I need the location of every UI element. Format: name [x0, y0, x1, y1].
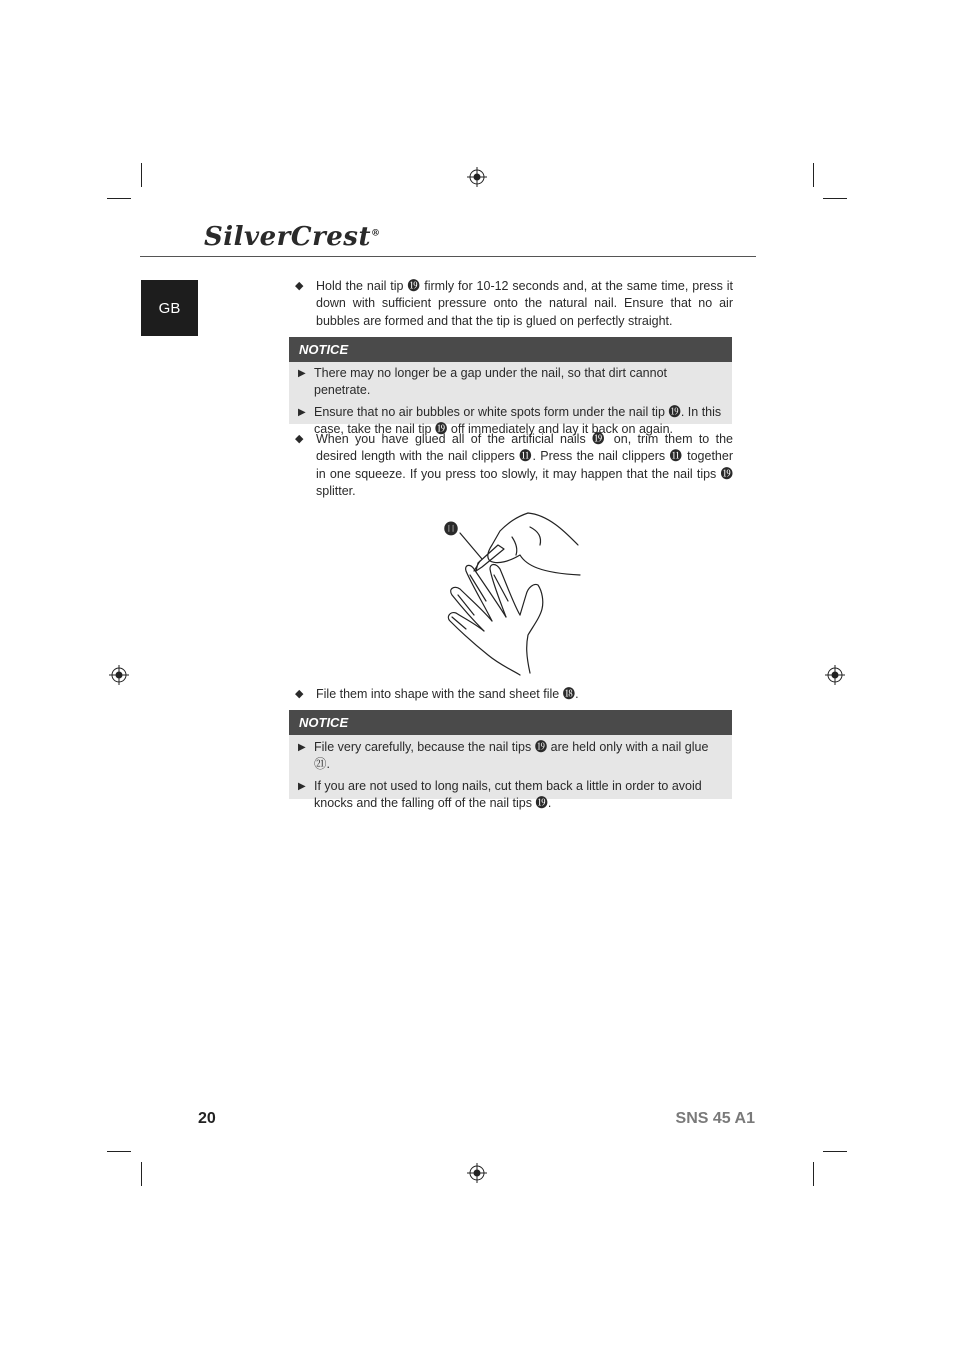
crop-mark: [823, 1151, 847, 1152]
step-text: Hold the nail tip ⓳ firmly for 10-12 seconds and, at the same time, press it down with sufficient pressure onto the natural nail. Ensure that no air bubbles are formed and that the tip is glued on perfectly straight.: [316, 279, 733, 328]
notice-item: [298, 778, 726, 813]
registration-mark-icon: [467, 1163, 487, 1183]
arrow-bullet-icon: ▶: [298, 742, 306, 753]
notice-title: NOTICE: [289, 337, 732, 362]
registration-mark-icon: [467, 167, 487, 187]
figure-callout: ⓫: [444, 521, 458, 537]
notice-title: NOTICE: [289, 710, 732, 735]
step-item: [295, 278, 733, 330]
hand-drawing: [430, 505, 590, 680]
notice-item: [298, 365, 726, 400]
registration-mark-icon: [109, 665, 129, 685]
diamond-bullet-icon: ◆: [295, 688, 304, 700]
crop-mark: [107, 1151, 131, 1152]
step-item: [295, 431, 733, 500]
notice-item-text: There may no longer be a gap under the nail, so that dirt cannot penetrate.: [314, 366, 668, 398]
diamond-bullet-icon: ◆: [295, 433, 304, 445]
language-tab: GB: [141, 280, 198, 336]
notice-item-text: If you are not used to long nails, cut them back a little in order to avoid knocks and the falling off of the nail tips ⓳.: [314, 778, 702, 810]
crop-mark: [823, 198, 847, 199]
notice-item: [298, 739, 726, 774]
page-number: 20: [198, 1110, 216, 1127]
step-text: File them into shape with the sand sheet file ⓲.: [316, 687, 579, 701]
arrow-bullet-icon: ▶: [298, 406, 306, 418]
notice-item-text: File very carefully, because the nail tips ⓳ are held only with a nail glue ㉑.: [314, 740, 709, 772]
registered-mark: ®: [370, 228, 381, 239]
registration-mark-icon: [825, 665, 845, 685]
notice-box: [289, 337, 732, 436]
brand-logo-text: SilverCrest: [204, 222, 371, 252]
diamond-bullet-icon: ◆: [295, 280, 304, 292]
crop-mark: [141, 163, 142, 187]
trimming-illustration: [430, 505, 590, 680]
notice-item-text: Ensure that no air bubbles or white spots form under the nail tip ⓳. In this case, take the nail tip ⓳ off immediately and lay it back on again.: [314, 404, 722, 436]
header-rule: [140, 256, 756, 257]
step-text: When you have glued all of the artificial nails ⓳ on, trim them to the desired length with the nail clippers ⓫. Press the nail clippers ⓫ together in one squeeze. If you press too slowly, it may happen that the nail tips ⓳ splitter.: [316, 432, 733, 498]
step-item: [295, 686, 733, 703]
model-number: SNS 45 A1: [675, 1110, 755, 1127]
crop-mark: [107, 198, 131, 199]
arrow-bullet-icon: ▶: [298, 780, 306, 792]
crop-mark: [141, 1162, 142, 1186]
crop-mark: [813, 1162, 814, 1186]
arrow-bullet-icon: ▶: [298, 368, 306, 379]
brand-logo: [204, 222, 380, 252]
crop-mark: [813, 163, 814, 187]
notice-box: [289, 710, 732, 810]
